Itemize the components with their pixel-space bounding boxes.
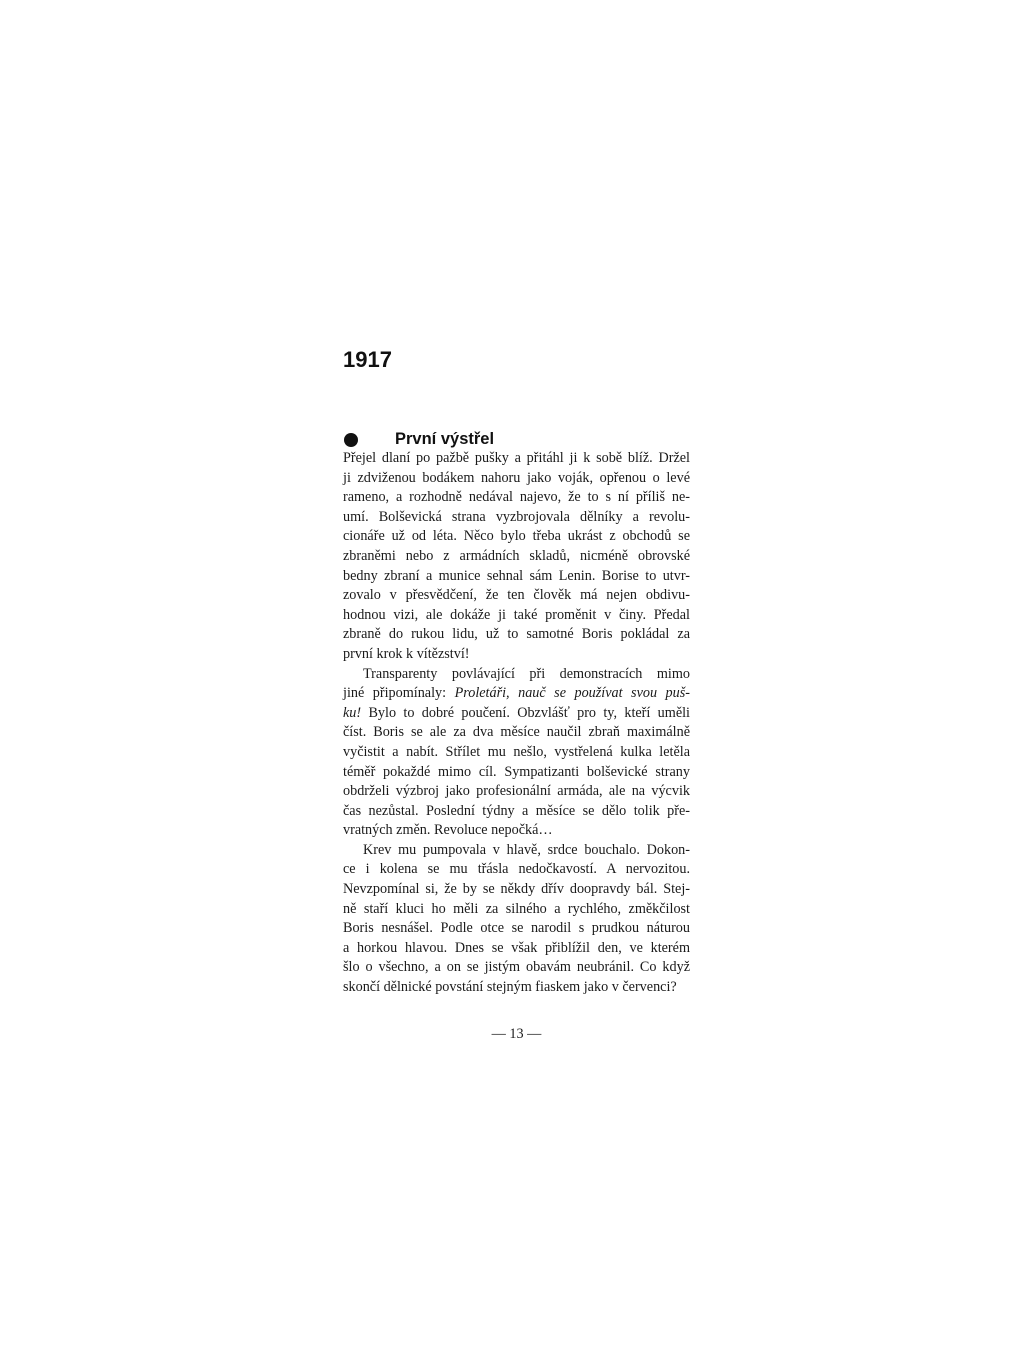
chapter-year: 1917 (343, 347, 392, 372)
text-line (343, 900, 690, 920)
text-line (343, 704, 690, 724)
text-segment: šlo o všechno, a on se jistým obavám neubránil. Co když (343, 959, 690, 976)
text-segment: Boris nesnášel. Podle otce se narodil s prudkou náturou (343, 920, 690, 937)
text-line (343, 488, 690, 508)
body-text (343, 449, 690, 998)
text-line (343, 763, 690, 783)
text-line (343, 743, 690, 763)
text-line (343, 606, 690, 626)
text-line (343, 919, 690, 939)
text-line (343, 723, 690, 743)
text-segment: zbraně do rukou lidu, už to samotné Boris pokládal za (343, 626, 690, 643)
text-line (343, 860, 690, 880)
text-line (343, 645, 690, 665)
text-segment: ce i kolena se mu třásla nedočkavostí. A nervozitou. (343, 861, 690, 878)
text-line (343, 978, 690, 998)
text-line (343, 469, 690, 489)
text-segment: rameno, a rozhodně nedával najevo, že to s ní příliš ne- (343, 489, 690, 506)
text-line (343, 449, 690, 469)
text-segment: vratných změn. Revoluce nepočká… (343, 822, 553, 839)
text-line (343, 939, 690, 959)
text-segment: vyčistit a nabít. Střílet mu nešlo, vystřelená kulka letěla (343, 743, 690, 760)
text-segment: umí. Bolševická strana vyzbrojovala dělníky a revolu- (343, 508, 690, 525)
text-line (343, 958, 690, 978)
text-segment: ně staří kluci ho měli za silného a rychlého, změkčilost (343, 900, 690, 917)
text-segment: a horkou hlavou. Dnes se však přiblížil den, ve kterém (343, 939, 690, 956)
italic-text: ku! (343, 704, 362, 721)
text-line (343, 625, 690, 645)
page-number: — 13 — (491, 1026, 542, 1042)
text-segment: Bylo to dobré poučení. Obzvlášť pro ty, kteří uměli (361, 704, 690, 721)
text-segment: Nevzpomínal si, že by se někdy dřív doopravdy bál. Stej- (343, 881, 690, 898)
text-line (343, 586, 690, 606)
paragraph (343, 665, 690, 841)
text-segment: zbraněmi nebo z armádních skladů, nicméně obrovské (343, 547, 690, 564)
text-segment: jiné připomínaly: (343, 685, 455, 702)
text-line (343, 782, 690, 802)
text-line (343, 547, 690, 567)
text-segment: Krev mu pumpovala v hlavě, srdce bouchalo. Dokon- (363, 841, 690, 858)
paragraph (343, 841, 690, 998)
text-segment: cionáře už od léta. Něco bylo třeba ukrást z obchodů se (343, 528, 690, 545)
italic-text: Proletáři, nauč se používat svou puš- (454, 685, 690, 702)
text-segment: ji zdviženou bodákem nahoru jako voják, opřenou o levé (343, 469, 690, 486)
text-line (343, 665, 690, 685)
text-segment: skončí dělnické povstání stejným fiaskem jako v červenci? (343, 979, 677, 996)
text-segment: čas nezůstal. Poslední týdny a měsíce se dělo tolik pře- (343, 802, 690, 819)
section-title: První výstřel (395, 430, 495, 448)
text-segment: hodnou vizi, ale dokáže ji také proměnit v činy. Předal (343, 606, 690, 623)
text-segment: téměř pokaždé mimo cíl. Sympatizanti bolševické strany (343, 763, 690, 780)
text-segment: bedny zbraní a munice sehnal sám Lenin. Borise to utvr- (343, 567, 690, 584)
text-line (343, 802, 690, 822)
text-segment: první krok k vítězství! (343, 645, 470, 662)
section-heading (343, 428, 690, 450)
text-line (343, 508, 690, 528)
text-line (343, 567, 690, 587)
paragraph (343, 449, 690, 665)
text-segment: obdrželi výzbroj jako profesionální armáda, ale na výcvik (343, 783, 690, 800)
text-segment: zovalo v přesvědčení, že ten člověk má nejen obdivu- (343, 587, 690, 604)
text-line (343, 841, 690, 861)
text-line (343, 880, 690, 900)
text-segment: číst. Boris se ale za dva měsíce naučil zbraň maximálně (343, 724, 690, 741)
bullet-marker (344, 433, 358, 447)
text-segment: Přejel dlaní po pažbě pušky a přitáhl ji k sobě blíž. Držel (343, 450, 690, 466)
text-line (343, 684, 690, 704)
text-line (343, 821, 690, 841)
text-segment: Transparenty povlávající při demonstracích mimo (363, 665, 690, 682)
text-line (343, 527, 690, 547)
